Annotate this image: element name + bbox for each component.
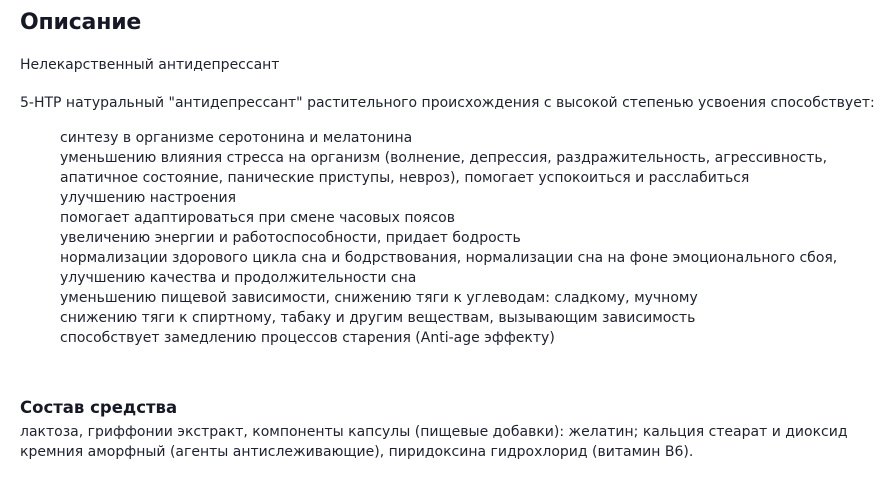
benefit-item: помогает адаптироваться при смене часовых поясов <box>60 210 455 226</box>
description-intro: 5-HTP натуральный "антидепрессант" растительного происхождения с высокой степенью усвоения способствует: <box>20 95 875 111</box>
benefit-item: способствует замедлению процессов старения (Anti-age эффекту) <box>60 330 555 346</box>
benefit-item: снижению тяги к спиртному, табаку и другим веществам, вызывающим зависимость <box>60 310 696 326</box>
benefits-list <box>20 128 880 348</box>
description-heading: Описание <box>20 10 142 35</box>
benefit-item: синтезу в организме серотонина и мелатонина <box>60 130 413 146</box>
benefit-item: уменьшению пищевой зависимости, снижению тяги к углеводам: сладкому, мучному <box>60 290 698 306</box>
benefit-item: улучшению настроения <box>60 190 237 206</box>
benefit-item: уменьшению влияния стресса на организм (волнение, депрессия, раздражительность, агрессивность, апатичное состояние, панические приступы, невроз), помогает успокоиться и расслабиться <box>60 150 828 186</box>
composition-heading: Состав средства <box>20 398 178 417</box>
composition-text: лактоза, гриффонии экстракт, компоненты капсулы (пищевые добавки): желатин; кальция стеарат и диоксид кремния аморфный (агенты антислеживающие), пиридоксина гидрохлорид (витамин B6). <box>20 424 848 460</box>
benefit-item: увеличению энергии и работоспособности, придает бодрость <box>60 230 521 246</box>
benefit-item: нормализации здорового цикла сна и бодрствования, нормализации сна на фоне эмоционального сбоя, улучшению качества и продолжительности сна <box>60 250 838 286</box>
description-subtitle: Нелекарственный антидепрессант <box>20 57 280 73</box>
product-info <box>20 8 880 462</box>
